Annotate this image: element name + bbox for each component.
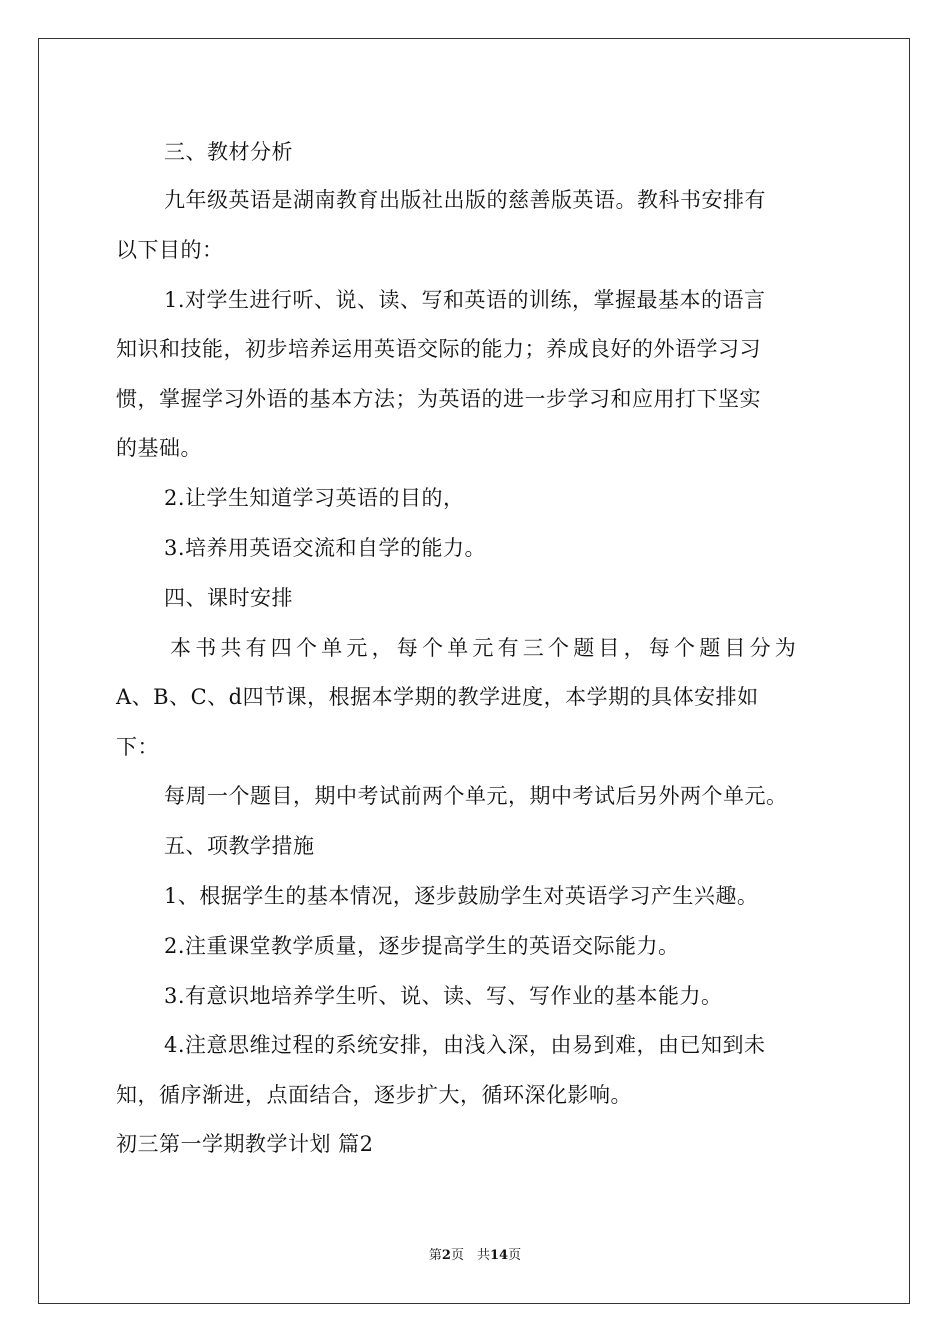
paragraph-line: 3.培养用英语交流和自学的能力。: [164, 536, 487, 560]
paragraph-line: 下：: [116, 735, 159, 759]
footer-prefix: 第: [428, 1248, 442, 1263]
section-heading-measures: 五、项教学措施: [164, 834, 315, 858]
total-page-count: 14: [489, 1248, 509, 1263]
footer-suffix: 页: [508, 1248, 522, 1263]
paragraph-line: 本书共有四个单元，每个单元有三个题目，每个题目分为: [170, 636, 800, 660]
section-title-part-2: 初三第一学期教学计划 篇2: [116, 1132, 374, 1156]
paragraph-line: 3.有意识地培养学生听、说、读、写、写作业的基本能力。: [164, 984, 723, 1008]
paragraph-line: 每周一个题目，期中考试前两个单元，期中考试后另外两个单元。: [164, 784, 788, 808]
paragraph-line: 1、根据学生的基本情况，逐步鼓励学生对英语学习产生兴趣。: [164, 884, 759, 908]
paragraph-line: 以下目的：: [116, 238, 224, 262]
section-heading-textbook-analysis: 三、教材分析: [164, 140, 293, 164]
paragraph-line: 4.注意思维过程的系统安排，由浅入深，由易到难，由已知到未: [164, 1033, 766, 1057]
section-heading-schedule: 四、课时安排: [164, 586, 293, 610]
paragraph-line: 2.让学生知道学习英语的目的，: [164, 486, 465, 510]
current-page-number: 2: [441, 1248, 451, 1263]
paragraph-line: 九年级英语是湖南教育出版社出版的慈善版英语。教科书安排有: [164, 188, 766, 212]
paragraph-line: 1.对学生进行听、说、读、写和英语的训练，掌握最基本的语言: [164, 288, 766, 312]
paragraph-line: 知识和技能，初步培养运用英语交际的能力；养成良好的外语学习习: [116, 337, 761, 361]
paragraph-line: 惯，掌握学习外语的基本方法；为英语的进一步学习和应用打下坚实: [116, 387, 761, 411]
footer-middle: 页 共: [450, 1248, 490, 1263]
paragraph-line: 知，循序渐进，点面结合，逐步扩大，循环深化影响。: [116, 1083, 632, 1107]
paragraph-line: 的基础。: [116, 436, 202, 460]
paragraph-line: A、B、C、d四节课，根据本学期的教学进度，本学期的具体安排如: [116, 685, 759, 709]
page-frame: [38, 38, 910, 1304]
paragraph-line: 2.注重课堂教学质量，逐步提高学生的英语交际能力。: [164, 934, 680, 958]
page-footer: [0, 1248, 950, 1264]
